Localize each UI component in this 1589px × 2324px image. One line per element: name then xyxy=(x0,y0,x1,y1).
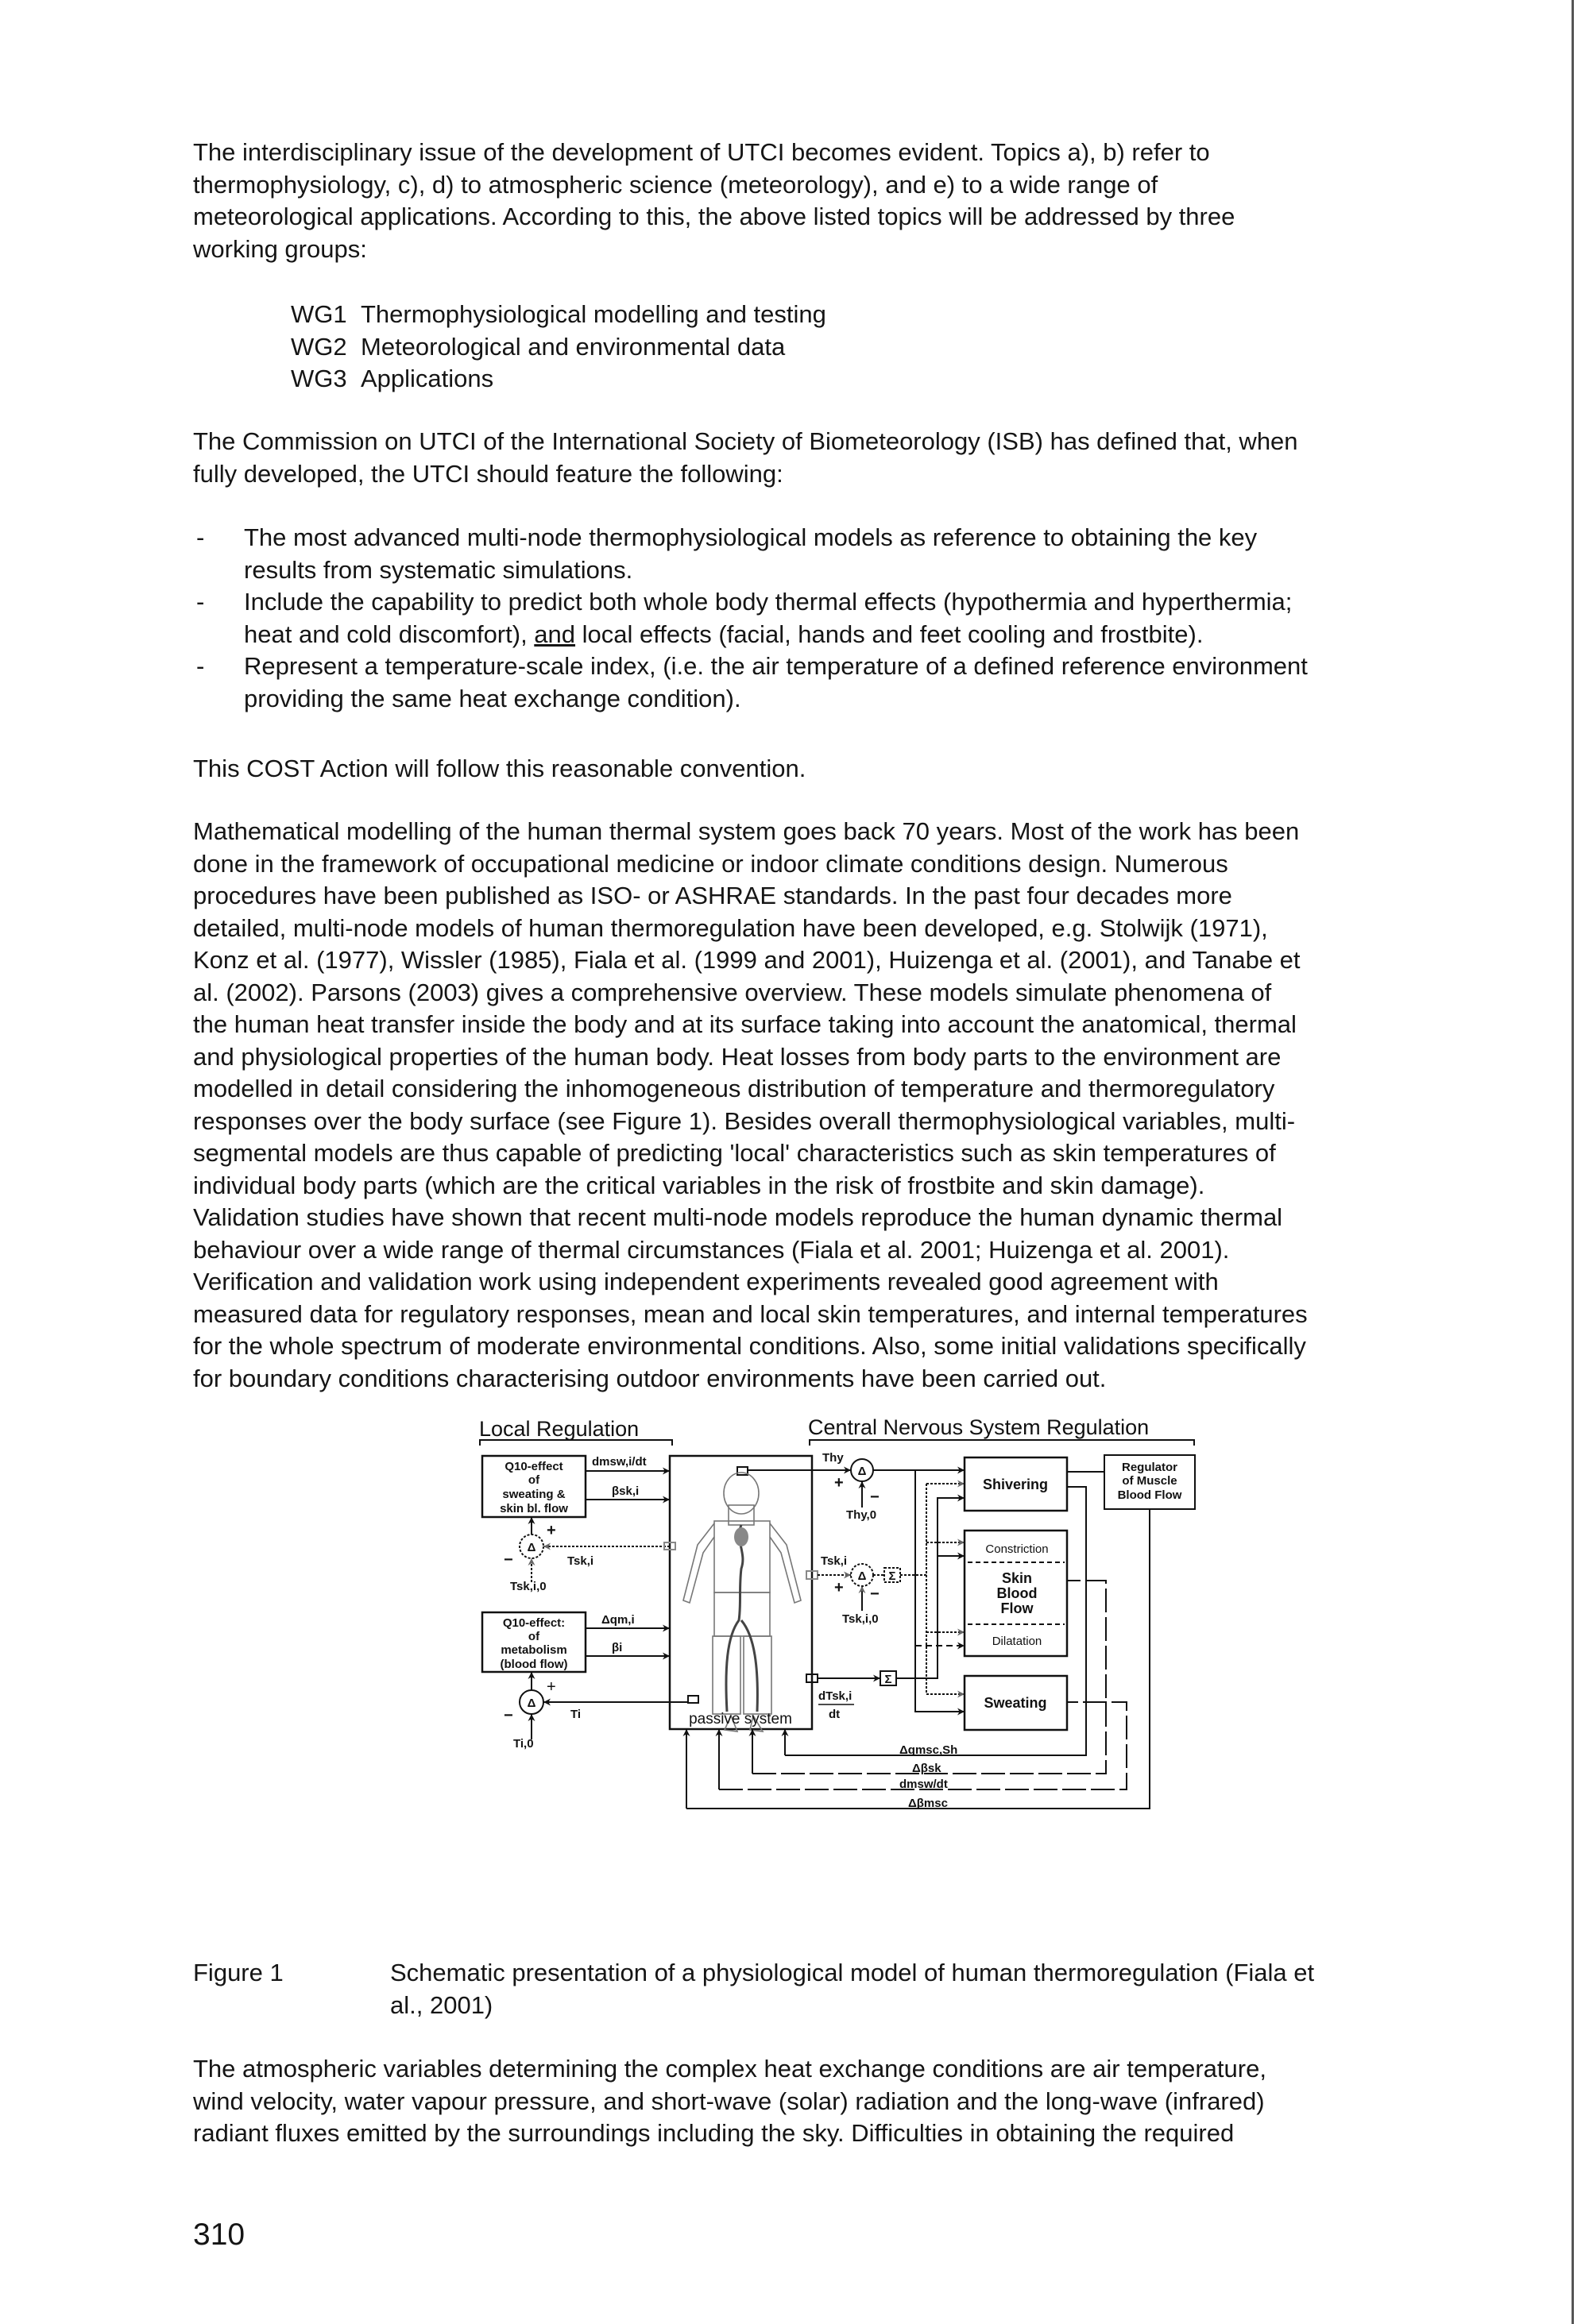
feature-text: The most advanced multi-node thermophysiological models as reference to obtaining the key results from systematic simulations. xyxy=(244,523,1258,584)
feedback-label: Δqmsc,Sh xyxy=(899,1743,958,1757)
feedback-label: Δβmsc xyxy=(908,1797,948,1810)
variable-label: Tsk,i xyxy=(821,1554,848,1568)
constriction-label: Constriction xyxy=(985,1542,1049,1556)
wg-label: Meteorological and environmental data xyxy=(361,332,786,361)
plus-sign: + xyxy=(834,1579,844,1596)
delta-symbol: Δ xyxy=(527,1697,536,1710)
box-label: skin bl. flow xyxy=(500,1502,568,1515)
wg-id: WG2 xyxy=(291,332,347,361)
box-label: (blood flow) xyxy=(500,1658,568,1671)
wg-label: Applications xyxy=(361,365,494,392)
box-label: sweating & xyxy=(502,1488,566,1501)
flow-label: Δqm,i xyxy=(601,1613,635,1627)
minus-sign: − xyxy=(870,1488,880,1506)
wg-label: Thermophysiological modelling and testing xyxy=(361,300,826,328)
variable-label: Tsk,i,0 xyxy=(510,1580,547,1593)
minus-sign: − xyxy=(870,1585,880,1603)
regulator-label: of Muscle xyxy=(1122,1474,1177,1488)
local-regulation-title: Local Regulation xyxy=(479,1417,640,1441)
box-label: Q10-effect xyxy=(505,1460,563,1473)
sigma-symbol: Σ xyxy=(884,1673,892,1686)
plus-sign: + xyxy=(547,1522,556,1539)
central-regulation-title: Central Nervous System Regulation xyxy=(808,1415,1150,1439)
plus-sign: + xyxy=(834,1474,844,1492)
bullet-dash: - xyxy=(196,523,205,551)
feature-text: Represent a temperature-scale index, (i.e. the air temperature of a defined reference environment providing the same heat exchange condition). xyxy=(244,652,1308,712)
variable-label: Tsk,i,0 xyxy=(842,1612,879,1626)
central-bracket xyxy=(810,1440,1194,1446)
feature-text: local effects (facial, hands and feet cooling and frostbite). xyxy=(575,620,1204,648)
sigma-symbol: Σ xyxy=(888,1569,896,1583)
paragraph-modelling: Mathematical modelling of the human thermal system goes back 70 years. Most of the work has been done in the framework of occupational medicine or indoor climate conditions design. Numerous procedures have been published as ISO- or ASHRAE standards. In the past four decades more detailed, multi-node models of human thermoregulation have been developed, e.g. Stolwijk (1971), Konz et al. (1977), Wissler (1985), Fiala et al. (1999 and 2001), Huizenga et al. (2001), and Tanabe et al. (2002). Parsons (2003) gives a comprehensive overview. These models simulate phenomena of the human heat transfer inside the body and at its surface taking into account the anatomical, thermal and physiological properties of the human body. Heat losses from body parts to the environment are modelled in detail considering the inhomogeneous distribution of temperature and thermoregulatory responses over the body surface (see Figure 1). Besides overall thermophysiological variables, multi- segmental models are thus capable of predicting 'local' characteristics such as skin temperatures of individual body parts (which are the critical variables in the risk of frostbite and skin damage). Validation studies have shown that recent multi-node models reproduce the human dynamic thermal behaviour over a wide range of thermal circumstances (Fiala et al. 2001; Huizenga et al. 2001). Verification and validation work using independent experiments revealed good agreement with measured data for regulatory responses, mean and local skin temperatures, and internal temperatures for the whole spectrum of moderate environmental conditions. Also, some initial validations specifically for boundary conditions characterising outdoor environments have been carried out. xyxy=(193,817,1308,1392)
box-label: of xyxy=(528,1630,540,1643)
box-label: Q10-effect: xyxy=(502,1616,566,1630)
sweating-label: Sweating xyxy=(984,1695,1047,1711)
variable-label: Tsk,i xyxy=(567,1554,594,1568)
variable-label: Thy xyxy=(822,1451,844,1465)
delta-symbol: Δ xyxy=(527,1541,536,1554)
minus-sign: − xyxy=(504,1707,513,1724)
figure-caption-text: Schematic presentation of a physiological model of human thermoregulation (Fiala et al., 2001) xyxy=(390,1959,1315,2019)
dilatation-label: Dilatation xyxy=(992,1635,1042,1648)
human-body-figure xyxy=(683,1473,801,1731)
shivering-label: Shivering xyxy=(982,1477,1049,1492)
feature-text: Include the capability to predict both whole body thermal effects (hypothermia and hyperthermia; heat and cold discomfort), xyxy=(244,588,1293,648)
variable-label: Ti xyxy=(570,1708,582,1721)
bullet-dash: - xyxy=(196,588,205,616)
figure-caption-label: Figure 1 xyxy=(193,1959,284,1986)
delta-symbol: Δ xyxy=(857,1465,867,1478)
variable-label: dTsk,i xyxy=(818,1689,852,1703)
wg-id: WG3 xyxy=(291,365,347,392)
passive-system-label: passive system xyxy=(689,1711,792,1728)
box-label: of xyxy=(528,1473,540,1487)
feedback-label: dmsw/dt xyxy=(899,1778,948,1791)
flow-label: βsk,i xyxy=(612,1484,640,1498)
paragraph-utci-topics: The interdisciplinary issue of the development of UTCI becomes evident. Topics a), b) refer to thermophysiology, c), d) to atmospheric science (meteorology), and e) to a wide range of meteorological applications. According to this, the above listed topics will be addressed by three working groups: xyxy=(193,138,1235,263)
flow-label: βi xyxy=(612,1641,623,1654)
minus-sign: − xyxy=(504,1551,513,1569)
skin-blood-flow-label: Blood xyxy=(996,1585,1038,1601)
skin-blood-flow-label: Skin xyxy=(1001,1570,1033,1586)
bullet-dash: - xyxy=(196,652,205,680)
wg-id: WG1 xyxy=(291,300,347,328)
box-label: metabolism xyxy=(501,1643,567,1657)
paragraph-atmospheric-variables: The atmospheric variables determining the complex heat exchange conditions are air temperature, wind velocity, water vapour pressure, and short-wave (solar) radiation and the long-wave (infrared) radiant fluxes emitted by the surroundings including the sky. Difficulties in obtaining the required xyxy=(193,2055,1266,2147)
delta-symbol: Δ xyxy=(857,1569,867,1583)
variable-label: Ti,0 xyxy=(513,1737,534,1751)
variable-label: dt xyxy=(829,1708,841,1721)
flow-label: dmsw,i/dt xyxy=(592,1455,647,1469)
page-number: 310 xyxy=(193,2218,246,2252)
local-bracket xyxy=(480,1440,672,1446)
feedback-label: Δβsk xyxy=(912,1762,941,1775)
skin-blood-flow-label: Flow xyxy=(1000,1600,1034,1616)
regulator-label: Blood Flow xyxy=(1117,1488,1182,1502)
paragraph-commission: The Commission on UTCI of the International Society of Biometeorology (ISB) has defined that, when fully developed, the UTCI should feature the following: xyxy=(193,427,1298,488)
variable-label: Thy,0 xyxy=(846,1508,877,1522)
regulator-label: Regulator xyxy=(1121,1461,1178,1474)
plus-sign: + xyxy=(547,1678,556,1696)
paragraph-cost-action: This COST Action will follow this reasonable convention. xyxy=(193,755,806,782)
underlined-and: and xyxy=(534,620,576,648)
